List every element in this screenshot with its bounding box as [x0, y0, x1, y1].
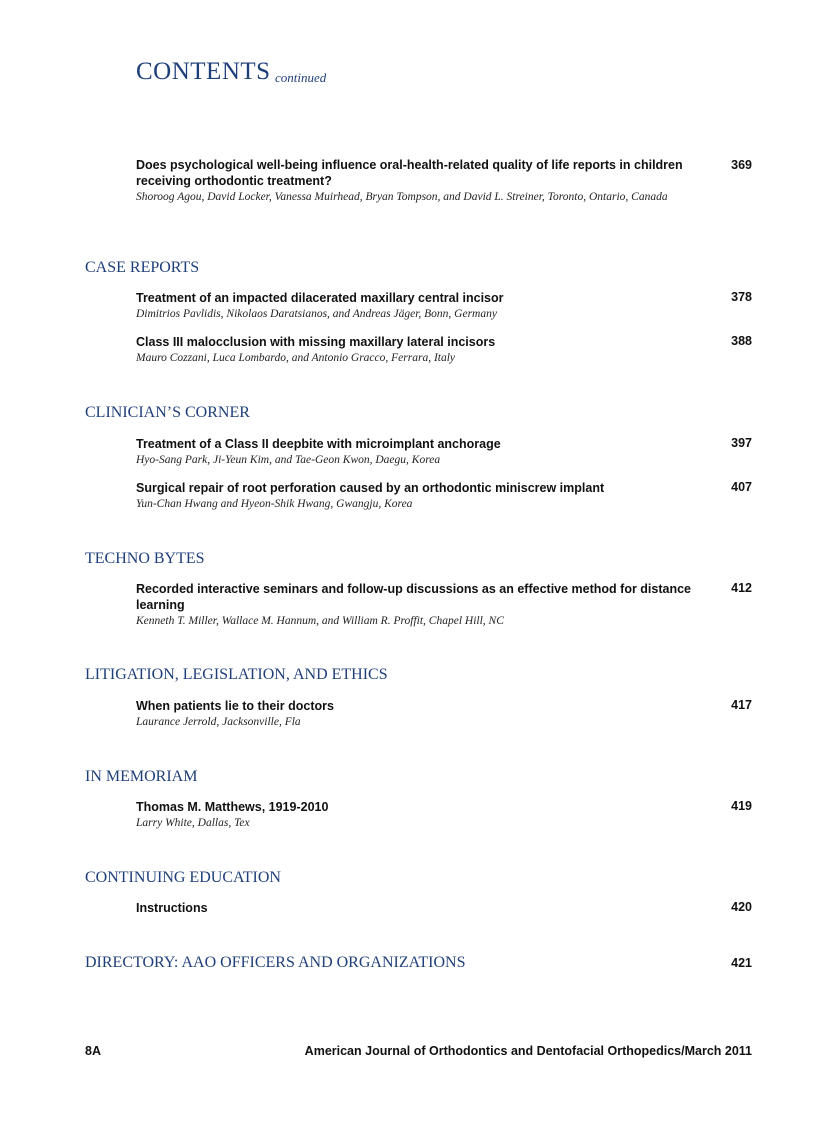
section-heading-techno-bytes: TECHNO BYTES: [85, 550, 205, 567]
section-heading-in-memoriam: IN MEMORIAM: [85, 768, 198, 785]
entry-authors: Shoroog Agou, David Locker, Vanessa Muirhead, Bryan Tompson, and David L. Streiner, Toronto, Ontario, Canada: [136, 191, 668, 203]
entry-authors: Hyo-Sang Park, Ji-Yeun Kim, and Tae-Geon Kwon, Daegu, Korea: [136, 454, 441, 466]
entry-title[interactable]: Surgical repair of root perforation caused by an orthodontic miniscrew implant: [136, 481, 605, 495]
toc-entry[interactable]: [136, 480, 716, 512]
entry-page-number: 378: [731, 290, 752, 304]
page-title: CONTENTS: [136, 58, 271, 85]
toc-entry[interactable]: [136, 581, 716, 629]
section-heading-directory[interactable]: DIRECTORY: AAO OFFICERS AND ORGANIZATIONS: [85, 954, 466, 971]
entry-authors: Mauro Cozzani, Luca Lombardo, and Antonio Gracco, Ferrara, Italy: [136, 352, 456, 364]
toc-entry[interactable]: [136, 698, 716, 730]
entry-page-number: 420: [731, 900, 752, 914]
page-subtitle: continued: [275, 70, 327, 85]
entry-page-number: 369: [731, 158, 752, 172]
entry-title[interactable]: Thomas M. Matthews, 1919-2010: [136, 800, 329, 814]
section-heading-continuing-education: CONTINUING EDUCATION: [85, 869, 281, 886]
entry-page-number: 419: [731, 799, 752, 813]
section-heading-litigation: LITIGATION, LEGISLATION, AND ETHICS: [85, 666, 388, 683]
toc-entry[interactable]: [136, 334, 716, 366]
toc-entry[interactable]: [136, 290, 716, 322]
entry-page-number: 412: [731, 581, 752, 595]
entry-page-number: 417: [731, 698, 752, 712]
entry-page-number: 388: [731, 334, 752, 348]
section-heading-clinicians-corner: CLINICIAN’S CORNER: [85, 404, 250, 421]
entry-title[interactable]: Treatment of an impacted dilacerated maxillary central incisor: [136, 291, 504, 305]
entry-page-number: 397: [731, 436, 752, 450]
entry-authors: Yun-Chan Hwang and Hyeon-Shik Hwang, Gwangju, Korea: [136, 498, 413, 510]
entry-authors: Larry White, Dallas, Tex: [136, 817, 250, 829]
entry-title[interactable]: Does psychological well-being influence oral-health-related quality of life reports in children receiving orthodontic treatment?: [136, 158, 683, 188]
footer-journal: American Journal of Orthodontics and Dentofacial Orthopedics/March 2011: [304, 1044, 752, 1058]
entry-authors: Laurance Jerrold, Jacksonville, Fla: [136, 716, 301, 728]
entry-authors: Kenneth T. Miller, Wallace M. Hannum, and William R. Proffit, Chapel Hill, NC: [136, 615, 504, 627]
toc-entry[interactable]: [136, 900, 716, 916]
entry-page-number: 407: [731, 480, 752, 494]
entry-title[interactable]: Class III malocclusion with missing maxillary lateral incisors: [136, 335, 496, 349]
toc-entry[interactable]: [136, 436, 716, 468]
directory-page-number: 421: [731, 956, 752, 970]
entry-title[interactable]: When patients lie to their doctors: [136, 699, 334, 713]
entry-title[interactable]: Treatment of a Class II deepbite with microimplant anchorage: [136, 437, 501, 451]
footer-page-label: 8A: [85, 1044, 101, 1058]
section-heading-case-reports: CASE REPORTS: [85, 259, 200, 276]
entry-authors: Dimitrios Pavlidis, Nikolaos Daratsianos, and Andreas Jäger, Bonn, Germany: [136, 308, 497, 320]
entry-title[interactable]: Recorded interactive seminars and follow-up discussions as an effective method for distance learning: [136, 582, 692, 612]
toc-entry[interactable]: [136, 157, 716, 205]
toc-entry[interactable]: [136, 799, 716, 831]
entry-title[interactable]: Instructions: [136, 901, 208, 915]
